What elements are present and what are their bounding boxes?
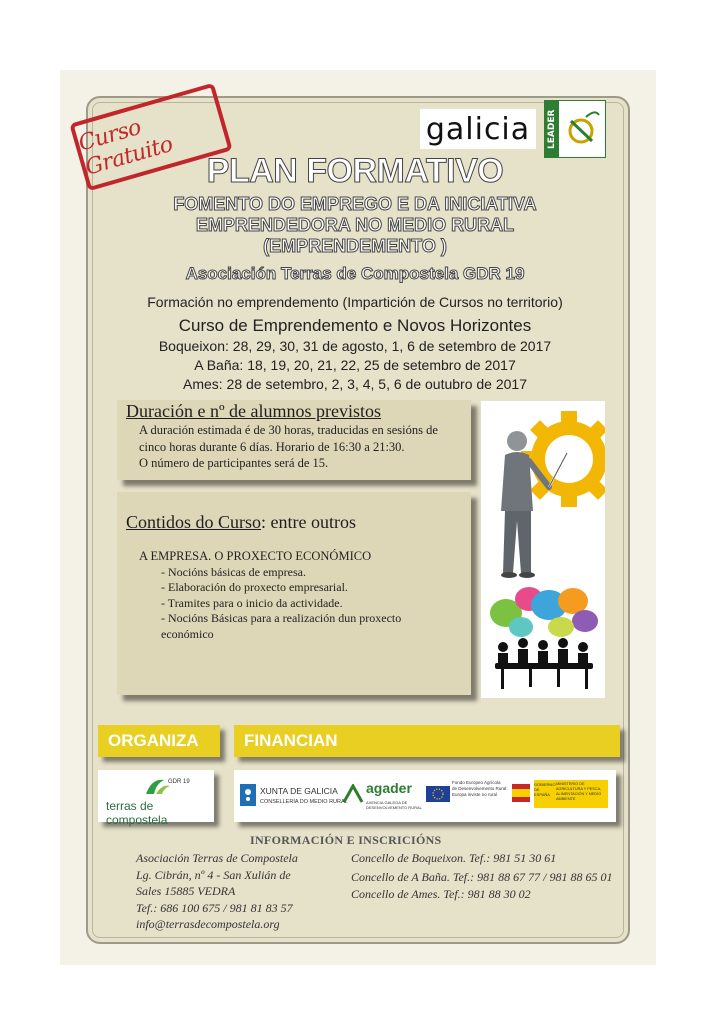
spain-coat-of-arms-icon <box>510 782 532 804</box>
schedule-line: A Baña: 18, 19, 20, 21, 22, 25 de setembro de 2017 <box>194 357 516 373</box>
contact-line: Concello de A Baña. Tef.: 981 88 67 77 / 981 88 65 01 <box>351 870 613 884</box>
funders-logos <box>234 770 616 822</box>
subtitle-line: EMPRENDEDORA NO MEDIO RURAL <box>195 215 515 235</box>
poster-subtitle <box>120 194 590 257</box>
organiza-label: ORGANIZA <box>98 725 220 757</box>
schedule <box>120 337 590 394</box>
contact-line: Lg. Cibrán, nº 4 - San Xulián de <box>136 867 291 882</box>
contact-councils <box>351 850 612 903</box>
xunta-emblem-icon <box>240 784 256 806</box>
galicia-logo <box>420 109 536 149</box>
contact-line: Concello de Ames. Tef.: 981 88 30 02 <box>351 887 531 901</box>
speech-bubbles-icon <box>490 587 598 637</box>
contact-line: Concello de Boqueixon. Tef.: 981 51 30 61 <box>351 851 557 865</box>
subtitle-line: FOMENTO DO EMPREGO E DA INICIATIVA <box>173 194 537 214</box>
contact-line: Asociación Terras de Compostela <box>136 851 298 865</box>
poster-title: PLAN FORMATIVO <box>206 152 504 190</box>
duration-title: Duración e nº de alumnos previstos <box>126 401 382 421</box>
duration-description: A duración estimada é de 30 horas, traducidas en sesións de cinco horas durante 6 días. Horario de 16:30 a 21:30. <box>139 423 438 454</box>
feader-text: Fondo Europeo Agrícola de Desenvolvemento Rural: Europa inviste no rural <box>452 780 508 797</box>
contents-title: Contidos do Curso: entre outros <box>126 512 357 532</box>
agader-description: AXENCIA GALEGA DE DESENVOLVEMENTO RURAL <box>366 800 422 810</box>
contact-title: INFORMACIÓN E INSCRICIÓNS <box>250 833 442 847</box>
association-name: Asociación Terras de Compostela GDR 19 <box>185 264 525 283</box>
terras-logo-sub: GDR 19 <box>168 779 190 785</box>
schedule-line: Boqueixon: 28, 29, 30, 31 de agosto, 1, 6 de setembro de 2017 <box>158 338 552 354</box>
financian-label: FINANCIAN <box>234 725 620 757</box>
list-item: - Elaboración do proxecto empresarial. <box>161 580 348 595</box>
ministry-name: MINISTERIO DE AGRICULTURA Y PESCA, ALIMENTACIÓN Y MEDIO AMBIENTE <box>556 782 602 801</box>
leader-logo-text: LEADER <box>545 101 559 157</box>
illustration-panel <box>481 401 605 698</box>
agader-emblem-icon <box>342 784 364 804</box>
contact-line: Sales 15885 VEDRA <box>136 884 236 898</box>
terras-logo-text: terras de compostela <box>106 799 168 827</box>
leader-emblem-icon <box>559 101 605 157</box>
terras-compostela-logo <box>98 770 214 827</box>
contact-line: Tef.: 686 100 675 / 981 81 83 57 <box>136 900 293 915</box>
schedule-line: Ames: 28 de setembro, 2, 3, 4, 5, 6 de outubro de 2017 <box>182 376 527 392</box>
xunta-department: CONSELLERÍA DO MEDIO RURAL <box>260 799 348 805</box>
galicia-logo-text: galicia <box>425 111 531 147</box>
free-course-stamp: Curso Gratuito <box>69 83 232 192</box>
contact-association <box>136 850 298 933</box>
eu-flag-icon <box>426 786 450 802</box>
agader-name: agader <box>366 780 412 796</box>
contents-list <box>139 549 421 643</box>
course-name: Curso de Emprendemento e Novos Horizontes <box>178 316 532 335</box>
subtitle-line: (EMPRENDEMENTO ) <box>263 236 447 256</box>
participants-count: O número de participantes será de 15. <box>139 456 329 470</box>
contents-box <box>117 492 471 695</box>
list-item: - Nocións Básicas para a realización dun proxecto económico <box>161 611 402 641</box>
presenter-illustration <box>481 401 605 698</box>
leader-logo <box>544 100 606 158</box>
training-type: Formación no emprendemento (Impartición de Cursos no territorio) <box>147 294 563 310</box>
list-item: - Tramites para o inicio da actividade. <box>161 595 343 610</box>
xunta-name: XUNTA DE GALICIA <box>260 786 338 796</box>
contact-email: info@terrasdecompostela.org <box>136 917 280 931</box>
contents-heading: A EMPRESA. O PROXECTO ECONÓMICO <box>139 549 372 563</box>
duration-box <box>117 400 471 480</box>
list-item: - Nocións básicas de empresa. <box>161 564 306 579</box>
duration-text <box>139 422 465 472</box>
gobierno-name: GOBIERNO DE ESPAÑA <box>534 782 556 797</box>
meeting-people-icon <box>495 638 593 689</box>
